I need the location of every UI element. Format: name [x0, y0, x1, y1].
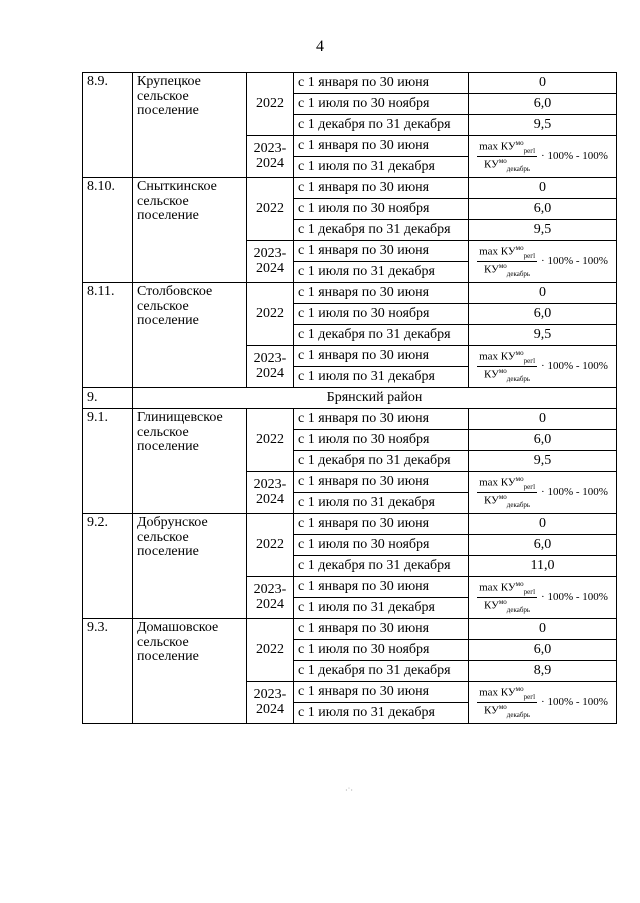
settlement-number: 9.1.: [83, 409, 133, 514]
formula-bottom-sup: мо: [498, 367, 507, 375]
year-range-cell: 2023-2024: [247, 346, 294, 388]
formula-top-sup: мо: [515, 243, 524, 252]
formula-max-text: max КУ: [479, 350, 516, 363]
formula-top-sup: мо: [515, 138, 524, 147]
formula-rest: · 100% - 100%: [541, 359, 608, 372]
year-range-cell: 2023-2024: [247, 577, 294, 619]
formula-fraction: [477, 350, 537, 383]
value-cell: 9,5: [469, 220, 617, 241]
period-cell: с 1 января по 30 июня: [294, 136, 469, 157]
period-cell: с 1 июля по 31 декабря: [294, 598, 469, 619]
scan-mark: ·˙·: [345, 786, 353, 795]
formula-numerator: [477, 140, 537, 157]
period-cell: с 1 июля по 30 ноября: [294, 304, 469, 325]
formula-fraction: [477, 476, 537, 509]
formula-top-sup: мо: [515, 348, 524, 357]
formula-top-sub: регl: [523, 251, 536, 260]
formula-bottom-sup: мо: [498, 493, 507, 501]
formula-max-text: max КУ: [479, 686, 516, 699]
formula-top-sup: мо: [515, 474, 524, 483]
growth-formula: [473, 350, 612, 383]
formula-fraction: [477, 686, 537, 719]
value-cell: 6,0: [469, 430, 617, 451]
period-cell: с 1 декабря по 31 декабря: [294, 115, 469, 136]
period-cell: с 1 января по 30 июня: [294, 409, 469, 430]
value-cell: 9,5: [469, 325, 617, 346]
value-cell: 6,0: [469, 199, 617, 220]
year-cell: 2022: [247, 514, 294, 577]
table-row: [83, 619, 617, 640]
formula-numerator: [477, 245, 537, 262]
value-cell: 6,0: [469, 304, 617, 325]
period-cell: с 1 января по 30 июня: [294, 682, 469, 703]
period-cell: с 1 декабря по 31 декабря: [294, 661, 469, 682]
formula-denominator: [482, 367, 532, 383]
formula-cell: [469, 472, 617, 514]
formula-max-text: max КУ: [479, 140, 516, 153]
settlement-name: Добрунское сельское поселение: [133, 514, 247, 619]
formula-bottom-sub: декабрь: [506, 374, 531, 383]
growth-formula: [473, 245, 612, 278]
formula-bottom-text: КУ: [483, 368, 499, 381]
growth-formula: [473, 686, 612, 719]
value-cell: 6,0: [469, 94, 617, 115]
table-row: [83, 409, 617, 430]
value-cell: 9,5: [469, 451, 617, 472]
period-cell: с 1 января по 30 июня: [294, 178, 469, 199]
formula-max-text: max КУ: [479, 581, 516, 594]
table-row: [83, 73, 617, 94]
formula-bottom-text: КУ: [483, 599, 499, 612]
district-header-row: [83, 388, 617, 409]
period-cell: с 1 июля по 31 декабря: [294, 367, 469, 388]
period-cell: с 1 декабря по 31 декабря: [294, 220, 469, 241]
formula-denominator: [482, 157, 532, 173]
settlement-number: 9.3.: [83, 619, 133, 724]
period-cell: с 1 июля по 31 декабря: [294, 493, 469, 514]
year-cell: 2022: [247, 409, 294, 472]
settlement-number: 8.9.: [83, 73, 133, 178]
year-range-cell: 2023-2024: [247, 682, 294, 724]
formula-numerator: [477, 581, 537, 598]
value-cell: 0: [469, 73, 617, 94]
value-cell: 11,0: [469, 556, 617, 577]
settlement-name: Крупецкое сельское поселение: [133, 73, 247, 178]
period-cell: с 1 июля по 31 декабря: [294, 262, 469, 283]
period-cell: с 1 января по 30 июня: [294, 619, 469, 640]
formula-top-sub: регl: [523, 356, 536, 365]
formula-top-sup: мо: [515, 579, 524, 588]
period-cell: с 1 января по 30 июня: [294, 514, 469, 535]
formula-denominator: [482, 493, 532, 509]
growth-formula: [473, 140, 612, 173]
formula-cell: [469, 136, 617, 178]
period-cell: с 1 января по 30 июня: [294, 283, 469, 304]
growth-formula: [473, 581, 612, 614]
formula-rest: · 100% - 100%: [541, 149, 608, 162]
formula-bottom-text: КУ: [483, 158, 499, 171]
period-cell: с 1 июля по 30 ноября: [294, 94, 469, 115]
formula-denominator: [482, 703, 532, 719]
value-cell: 0: [469, 409, 617, 430]
table-row: [83, 514, 617, 535]
formula-bottom-sup: мо: [498, 703, 507, 711]
value-cell: 0: [469, 178, 617, 199]
value-cell: 6,0: [469, 535, 617, 556]
formula-bottom-sub: декабрь: [506, 710, 531, 719]
value-cell: 0: [469, 283, 617, 304]
value-cell: 8,9: [469, 661, 617, 682]
year-range-cell: 2023-2024: [247, 472, 294, 514]
formula-fraction: [477, 140, 537, 173]
formula-cell: [469, 682, 617, 724]
growth-formula: [473, 476, 612, 509]
value-cell: 9,5: [469, 115, 617, 136]
table-row: [83, 283, 617, 304]
formula-numerator: [477, 686, 537, 703]
formula-cell: [469, 241, 617, 283]
settlement-name: Столбовское сельское поселение: [133, 283, 247, 388]
formula-top-sub: регl: [523, 146, 536, 155]
settlement-name: Сныткинское сельское поселение: [133, 178, 247, 283]
settlement-name: Глинищевское сельское поселение: [133, 409, 247, 514]
formula-max-text: max КУ: [479, 245, 516, 258]
formula-top-sub: регl: [523, 482, 536, 491]
settlement-number: 8.10.: [83, 178, 133, 283]
formula-numerator: [477, 476, 537, 493]
formula-top-sup: мо: [515, 684, 524, 693]
formula-bottom-sup: мо: [498, 157, 507, 165]
formula-max-text: max КУ: [479, 476, 516, 489]
formula-top-sub: регl: [523, 587, 536, 596]
formula-cell: [469, 577, 617, 619]
tariff-table: [82, 72, 617, 724]
period-cell: с 1 июля по 30 ноября: [294, 535, 469, 556]
period-cell: с 1 июля по 31 декабря: [294, 703, 469, 724]
period-cell: с 1 июля по 31 декабря: [294, 157, 469, 178]
formula-fraction: [477, 245, 537, 278]
value-cell: 0: [469, 514, 617, 535]
formula-bottom-sup: мо: [498, 598, 507, 606]
district-number: 9.: [83, 388, 133, 409]
formula-bottom-sup: мо: [498, 262, 507, 270]
formula-denominator: [482, 262, 532, 278]
year-cell: 2022: [247, 619, 294, 682]
year-range-cell: 2023-2024: [247, 241, 294, 283]
table-row: [83, 178, 617, 199]
formula-bottom-sub: декабрь: [506, 500, 531, 509]
formula-bottom-text: КУ: [483, 494, 499, 507]
formula-rest: · 100% - 100%: [541, 254, 608, 267]
period-cell: с 1 января по 30 июня: [294, 577, 469, 598]
formula-bottom-text: КУ: [483, 704, 499, 717]
formula-top-sub: регl: [523, 692, 536, 701]
formula-rest: · 100% - 100%: [541, 590, 608, 603]
period-cell: с 1 июля по 30 ноября: [294, 640, 469, 661]
formula-bottom-sub: декабрь: [506, 269, 531, 278]
period-cell: с 1 января по 30 июня: [294, 346, 469, 367]
settlement-number: 9.2.: [83, 514, 133, 619]
formula-bottom-sub: декабрь: [506, 605, 531, 614]
formula-fraction: [477, 581, 537, 614]
period-cell: с 1 декабря по 31 декабря: [294, 556, 469, 577]
period-cell: с 1 января по 30 июня: [294, 241, 469, 262]
period-cell: с 1 января по 30 июня: [294, 73, 469, 94]
year-cell: 2022: [247, 283, 294, 346]
settlement-name: Домашовское сельское поселение: [133, 619, 247, 724]
formula-bottom-text: КУ: [483, 263, 499, 276]
formula-bottom-sub: декабрь: [506, 164, 531, 173]
district-name: Брянский район: [133, 388, 617, 409]
year-range-cell: 2023-2024: [247, 136, 294, 178]
formula-rest: · 100% - 100%: [541, 485, 608, 498]
year-cell: 2022: [247, 178, 294, 241]
formula-denominator: [482, 598, 532, 614]
period-cell: с 1 декабря по 31 декабря: [294, 325, 469, 346]
value-cell: 6,0: [469, 640, 617, 661]
period-cell: с 1 июля по 30 ноября: [294, 430, 469, 451]
year-cell: 2022: [247, 73, 294, 136]
period-cell: с 1 июля по 30 ноября: [294, 199, 469, 220]
value-cell: 0: [469, 619, 617, 640]
tariff-table-body: [83, 73, 617, 724]
settlement-number: 8.11.: [83, 283, 133, 388]
period-cell: с 1 декабря по 31 декабря: [294, 451, 469, 472]
page-number: 4: [316, 38, 324, 55]
period-cell: с 1 января по 30 июня: [294, 472, 469, 493]
formula-cell: [469, 346, 617, 388]
formula-numerator: [477, 350, 537, 367]
formula-rest: · 100% - 100%: [541, 695, 608, 708]
